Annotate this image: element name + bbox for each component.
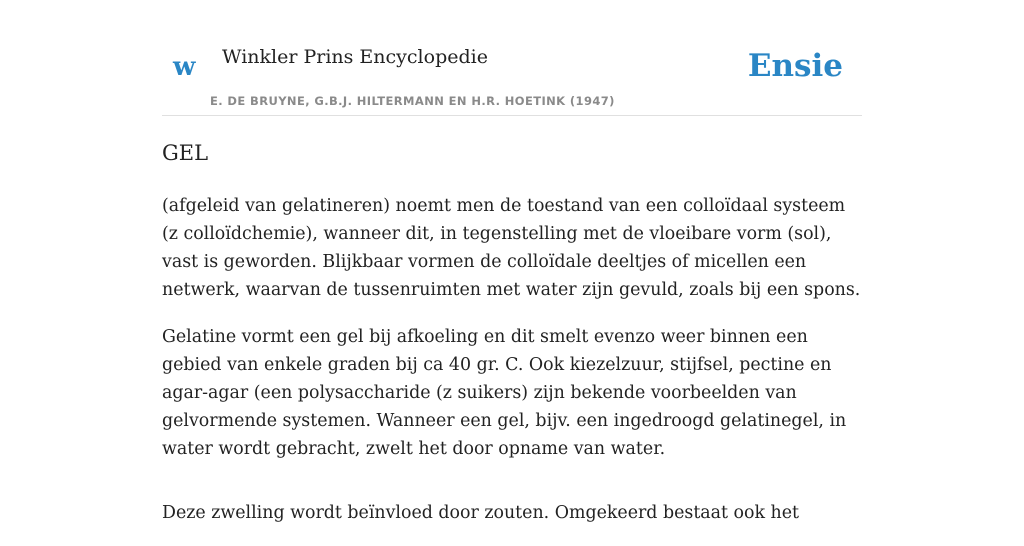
authors-line: E. DE BRUYNE, G.B.J. HILTERMANN EN H.R. HOETINK (1947) [210, 94, 615, 108]
brand-logo[interactable]: Ensie [747, 48, 843, 84]
site-header [162, 0, 862, 116]
article-paragraph-3: Deze zwelling wordt beïnvloed door zouten. Omgekeerd bestaat ook het [162, 503, 800, 523]
article-body [162, 192, 864, 546]
logo-w-icon[interactable]: w [173, 52, 196, 82]
article-paragraph-1: (afgeleid van gelatineren) noemt men de toestand van een colloïdaal systeem (z colloïdchemie), wanneer dit, in tegenstelling met de vloeibare vorm (sol), vast is geworden. Blijkbaar vormen de colloïdale deeltjes of micellen een netwerk, waarvan de tussenruimten met water zijn gevuld, zoals bij een spons. [162, 196, 861, 300]
article-title: GEL [162, 141, 209, 165]
article-paragraph-2: Gelatine vormt een gel bij afkoeling en dit smelt evenzo weer binnen een gebied van enkele graden bij ca 40 gr. C. Ook kiezelzuur, stijfsel, pectine en agar-agar (een polysaccharide (z suikers) zijn bekende voorbeelden van gelvormende systemen. Wanneer een gel, bijv. een ingedroogd gelatinegel, in water wordt gebracht, zwelt het door opname van water. [162, 327, 847, 459]
site-title[interactable]: Winkler Prins Encyclopedie [222, 46, 488, 68]
